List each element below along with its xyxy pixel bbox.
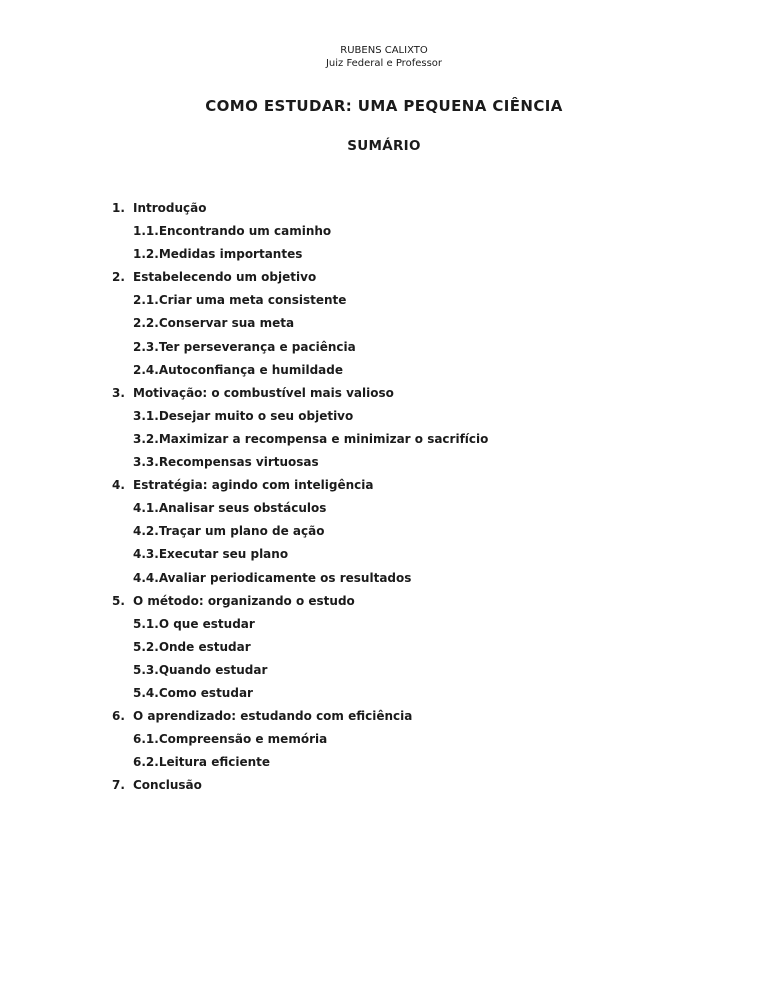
toc-item bbox=[112, 382, 738, 405]
toc-subitem: 2.3.Ter perseverança e paciência bbox=[133, 339, 356, 354]
toc-item-number: 1. bbox=[112, 201, 125, 215]
toc-subitem: 4.2.Traçar um plano de ação bbox=[133, 524, 325, 539]
toc-item-number: 2. bbox=[112, 270, 125, 285]
toc-item-number: 7. bbox=[112, 778, 125, 793]
toc-item-label: O método: organizando o estudo bbox=[133, 593, 355, 608]
toc-item-number: 4. bbox=[112, 478, 125, 493]
toc-subitem: 6.1.Compreensão e memória bbox=[133, 732, 328, 747]
toc-item-number: 3. bbox=[112, 385, 125, 400]
toc-item-label: Estratégia: agindo com inteligência bbox=[133, 478, 374, 493]
toc-subitem: 4.1.Analisar seus obstáculos bbox=[133, 501, 327, 516]
toc-item-label: Motivação: o combustível mais valioso bbox=[133, 385, 394, 400]
toc-subitem: 3.1.Desejar muito o seu objetivo bbox=[133, 408, 354, 423]
toc-item-label: Introdução bbox=[133, 201, 207, 215]
toc-item bbox=[112, 474, 738, 497]
toc-item-label: Conclusão bbox=[133, 778, 202, 793]
toc-subitem: 2.1.Criar uma meta consistente bbox=[133, 293, 347, 308]
toc-subitem: 2.4.Autoconfiança e humildade bbox=[133, 362, 343, 377]
toc-subitem: 1.2.Medidas importantes bbox=[133, 247, 303, 262]
document-title: COMO ESTUDAR: UMA PEQUENA CIÊNCIA bbox=[205, 97, 563, 115]
toc-item-label: Estabelecendo um objetivo bbox=[133, 270, 317, 285]
toc-subitem: 2.2.Conservar sua meta bbox=[133, 316, 295, 331]
toc-item-number: 6. bbox=[112, 709, 125, 724]
toc-item bbox=[112, 266, 738, 289]
toc-item bbox=[112, 590, 738, 613]
table-of-contents bbox=[112, 197, 738, 797]
author-role: Juiz Federal e Professor bbox=[325, 58, 443, 69]
toc-subitem: 4.3.Executar seu plano bbox=[133, 547, 289, 562]
toc-subitem: 3.2.Maximizar a recompensa e minimizar o sacrifício bbox=[133, 431, 489, 446]
toc-item-label: O aprendizado: estudando com eficiência bbox=[133, 709, 413, 724]
toc-item bbox=[112, 705, 738, 728]
toc-subitem: 5.4.Como estudar bbox=[133, 685, 253, 700]
toc-subitem: 5.2.Onde estudar bbox=[133, 639, 251, 654]
document-header bbox=[0, 44, 768, 70]
toc-subitem: 5.1.O que estudar bbox=[133, 616, 255, 631]
toc-subitem: 1.1.Encontrando um caminho bbox=[133, 224, 332, 239]
toc-item-number: 5. bbox=[112, 593, 125, 608]
toc-subitem: 3.3.Recompensas virtuosas bbox=[133, 455, 319, 470]
toc-subitem: 5.3.Quando estudar bbox=[133, 662, 268, 677]
summary-heading: SUMÁRIO bbox=[347, 138, 421, 154]
author-name: RUBENS CALIXTO bbox=[340, 45, 428, 56]
toc-item bbox=[112, 197, 738, 220]
toc-subitem: 4.4.Avaliar periodicamente os resultados bbox=[133, 570, 412, 585]
toc-subitem: 6.2.Leitura eficiente bbox=[133, 755, 271, 770]
toc-item bbox=[112, 774, 738, 797]
